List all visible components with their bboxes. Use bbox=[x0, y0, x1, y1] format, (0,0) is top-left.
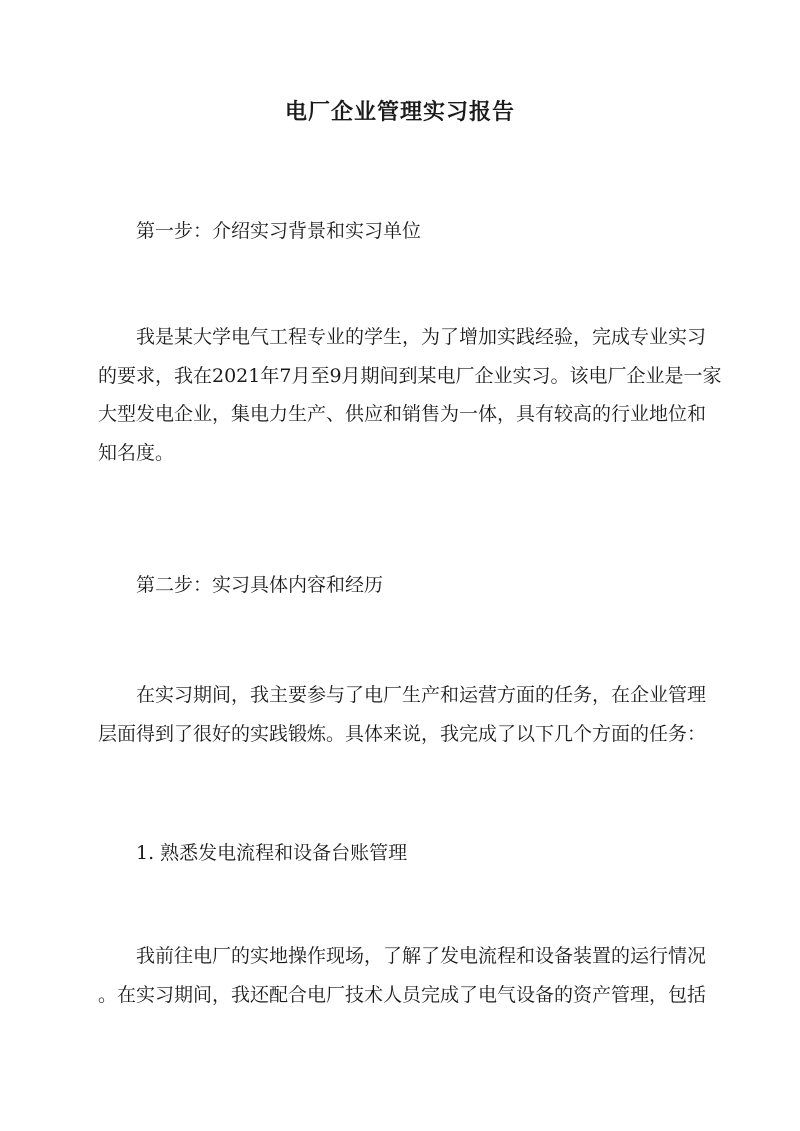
paragraph-line: 。在实习期间，我还配合电厂技术人员完成了电气设备的资产管理，包括 bbox=[98, 983, 707, 1006]
paragraph-line: 我前往电厂的实地操作现场，了解了发电流程和设备装置的运行情况 bbox=[136, 945, 707, 967]
paragraph-line: 我是某大学电气工程专业的学生，为了增加实践经验，完成专业实习 bbox=[136, 326, 707, 348]
section-heading-step-1: 第一步：介绍实习背景和实习单位 bbox=[136, 220, 422, 242]
paragraph-internship-content bbox=[98, 676, 707, 753]
paragraph-line: 在实习期间，我主要参与了电厂生产和运营方面的任务，在企业管理 bbox=[136, 684, 707, 706]
section-heading-task-1: 1. 熟悉发电流程和设备台账管理 bbox=[136, 842, 408, 864]
paragraph-line: 知名度。 bbox=[98, 441, 175, 464]
paragraph-line: 大型发电企业，集电力生产、供应和销售为一体，具有较高的行业地位和 bbox=[98, 403, 707, 425]
paragraph-line: 的要求，我在2021年7月至9月期间到某电厂企业实习。该电厂企业是一家 bbox=[98, 364, 722, 387]
section-heading-step-2: 第二步：实习具体内容和经历 bbox=[136, 574, 384, 596]
paragraph-background bbox=[98, 318, 722, 472]
document-title: 电厂企业管理实习报告 bbox=[284, 99, 515, 125]
paragraph-task-1 bbox=[98, 937, 707, 1014]
paragraph-line: 层面得到了很好的实践锻炼。具体来说，我完成了以下几个方面的任务： bbox=[98, 722, 707, 745]
